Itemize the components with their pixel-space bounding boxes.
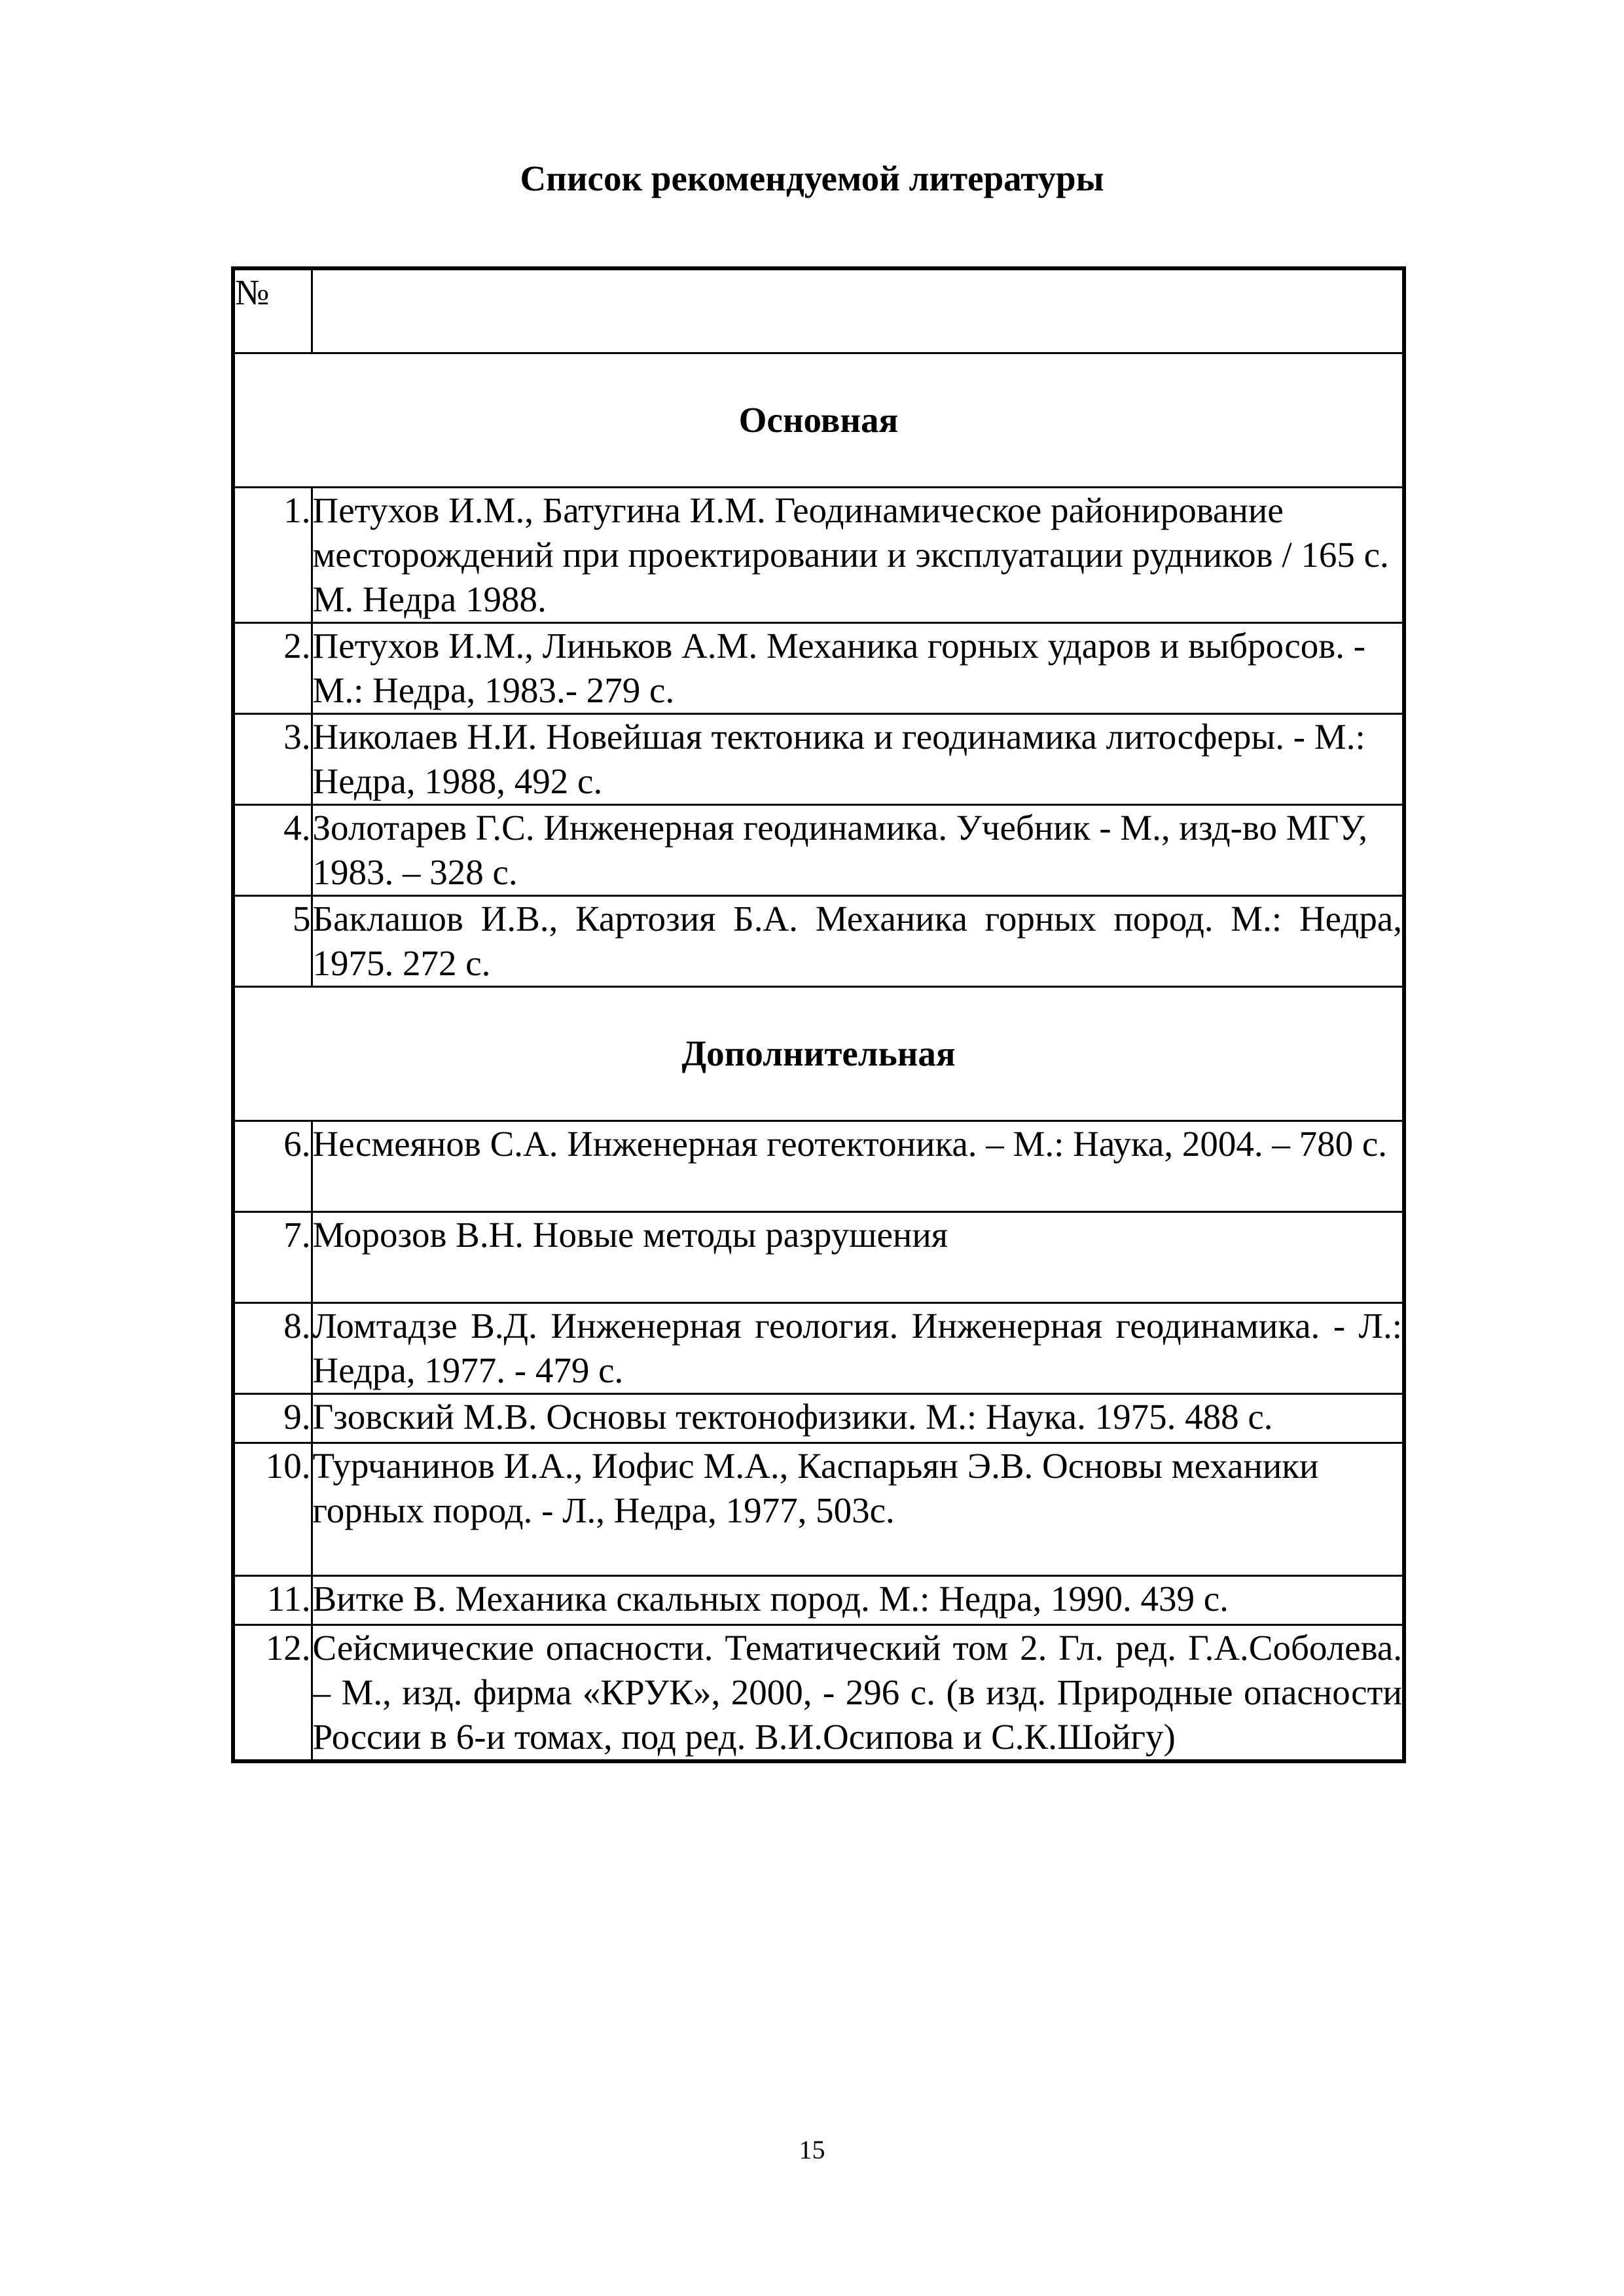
table-row	[233, 1443, 1404, 1576]
page-title: Список рекомендуемой литературы	[520, 158, 1104, 198]
row-number: 2.	[233, 623, 312, 714]
section-heading-additional: Дополнительная	[233, 987, 1404, 1121]
section-heading-main: Основная	[233, 353, 1404, 488]
section-row-additional	[233, 987, 1404, 1121]
table-row	[233, 1625, 1404, 1762]
table-row	[233, 805, 1404, 896]
reference-text: Турчанинов И.А., Иофис М.А., Каспарьян Э.В. Основы механики горных пород. - Л., Недра, 1977, 503с.	[312, 1443, 1404, 1576]
reference-text: Петухов И.М., Линьков А.М. Механика горных ударов и выбросов. - М.: Недра, 1983.- 279 с.	[312, 623, 1404, 714]
reference-text: Баклашов И.В., Картозия Б.А. Механика горных пород. М.: Недра, 1975. 272 с.	[312, 896, 1404, 987]
row-number: 9.	[233, 1394, 312, 1443]
row-number: 7.	[233, 1212, 312, 1303]
table-row	[233, 1576, 1404, 1625]
row-number: 4.	[233, 805, 312, 896]
table-row	[233, 1121, 1404, 1212]
row-number: 8.	[233, 1303, 312, 1394]
table-row	[233, 1394, 1404, 1443]
row-number: 12.	[233, 1625, 312, 1762]
row-number: 10.	[233, 1443, 312, 1576]
reference-text: Гзовский М.В. Основы тектонофизики. М.: Наука. 1975. 488 с.	[312, 1394, 1404, 1443]
table-row	[233, 488, 1404, 623]
reference-text: Витке В. Механика скальных пород. М.: Недра, 1990. 439 с.	[312, 1576, 1404, 1625]
reference-text: Петухов И.М., Батугина И.М. Геодинамическое районирование месторождений при проектировании и эксплуатации рудников / 165 с. М. Недра 1988.	[312, 488, 1404, 623]
reference-text: Несмеянов С.А. Инженерная геотектоника. – М.: Наука, 2004. – 780 с.	[312, 1121, 1404, 1212]
table-row	[233, 1212, 1404, 1303]
title-column-header	[312, 268, 1404, 353]
reference-text: Морозов В.Н. Новые методы разрушения	[312, 1212, 1404, 1303]
table-header-row	[233, 268, 1404, 353]
row-number: 5	[233, 896, 312, 987]
row-number: 3.	[233, 714, 312, 805]
reference-text: Николаев Н.И. Новейшая тектоника и геодинамика литосферы. - М.: Недра, 1988, 492 с.	[312, 714, 1404, 805]
table-row	[233, 896, 1404, 987]
number-column-header: №	[233, 268, 312, 353]
literature-table	[231, 266, 1406, 1763]
page-number: 15	[799, 2135, 825, 2164]
table-row	[233, 714, 1404, 805]
reference-text: Золотарев Г.С. Инженерная геодинамика. Учебник - М., изд-во МГУ, 1983. – 328 с.	[312, 805, 1404, 896]
section-row-main	[233, 353, 1404, 488]
row-number: 1.	[233, 488, 312, 623]
table-row	[233, 1303, 1404, 1394]
row-number: 11.	[233, 1576, 312, 1625]
reference-text: Ломтадзе В.Д. Инженерная геология. Инженерная геодинамика. - Л.: Недра, 1977. - 479 с.	[312, 1303, 1404, 1394]
reference-text: Сейсмические опасности. Тематический том 2. Гл. ред. Г.А.Соболева. – М., изд. фирма «КРУК», 2000, - 296 с. (в изд. Природные опасности России в 6-и томах, под ред. В.И.Осипова и С.К.Шойгу)	[312, 1625, 1404, 1762]
table-row	[233, 623, 1404, 714]
row-number: 6.	[233, 1121, 312, 1212]
